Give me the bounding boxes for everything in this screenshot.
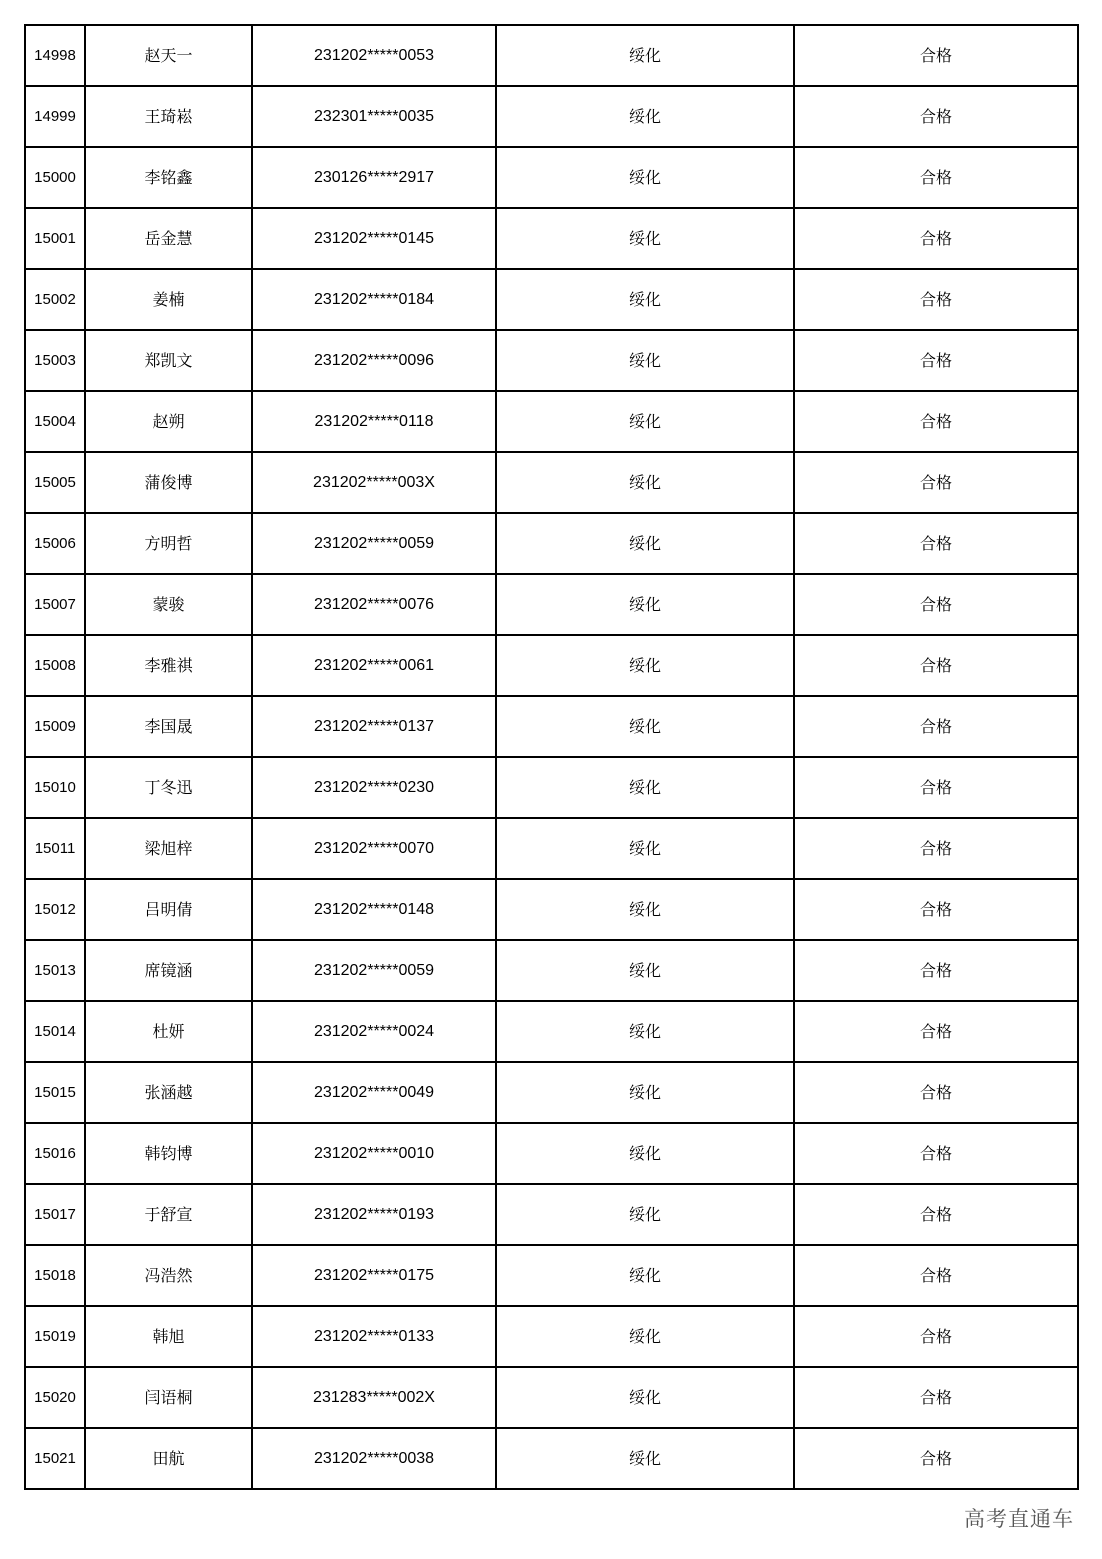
table-row <box>25 147 1078 208</box>
cell-number: 15020 <box>25 1367 85 1428</box>
table-row <box>25 208 1078 269</box>
cell-number: 15005 <box>25 452 85 513</box>
cell-major: 绥化 <box>496 879 794 940</box>
cell-result: 合格 <box>794 574 1078 635</box>
cell-major: 绥化 <box>496 1428 794 1489</box>
cell-name: 姜楠 <box>85 269 252 330</box>
cell-result: 合格 <box>794 452 1078 513</box>
cell-number: 14999 <box>25 86 85 147</box>
cell-name: 蒲俊博 <box>85 452 252 513</box>
table-row <box>25 1428 1078 1489</box>
table-row <box>25 452 1078 513</box>
cell-name: 李铭鑫 <box>85 147 252 208</box>
cell-result: 合格 <box>794 635 1078 696</box>
cell-id-number: 231202*****0145 <box>252 208 496 269</box>
cell-result: 合格 <box>794 330 1078 391</box>
cell-number: 15002 <box>25 269 85 330</box>
cell-name: 杜妍 <box>85 1001 252 1062</box>
cell-number: 15008 <box>25 635 85 696</box>
cell-major: 绥化 <box>496 25 794 86</box>
cell-result: 合格 <box>794 25 1078 86</box>
cell-name: 韩钧博 <box>85 1123 252 1184</box>
cell-name: 岳金慧 <box>85 208 252 269</box>
cell-major: 绥化 <box>496 696 794 757</box>
cell-id-number: 232301*****0035 <box>252 86 496 147</box>
cell-id-number: 231202*****0010 <box>252 1123 496 1184</box>
cell-major: 绥化 <box>496 330 794 391</box>
cell-result: 合格 <box>794 1367 1078 1428</box>
cell-major: 绥化 <box>496 269 794 330</box>
table-row <box>25 1184 1078 1245</box>
cell-id-number: 231202*****0059 <box>252 513 496 574</box>
cell-name: 李雅祺 <box>85 635 252 696</box>
cell-major: 绥化 <box>496 1062 794 1123</box>
cell-major: 绥化 <box>496 574 794 635</box>
cell-id-number: 231202*****0133 <box>252 1306 496 1367</box>
table-row <box>25 1245 1078 1306</box>
cell-id-number: 231202*****0038 <box>252 1428 496 1489</box>
cell-result: 合格 <box>794 1306 1078 1367</box>
cell-major: 绥化 <box>496 1001 794 1062</box>
cell-name: 冯浩然 <box>85 1245 252 1306</box>
cell-result: 合格 <box>794 391 1078 452</box>
cell-result: 合格 <box>794 513 1078 574</box>
table-row <box>25 269 1078 330</box>
cell-major: 绥化 <box>496 208 794 269</box>
cell-name: 梁旭梓 <box>85 818 252 879</box>
cell-id-number: 231202*****0024 <box>252 1001 496 1062</box>
cell-name: 郑凯文 <box>85 330 252 391</box>
table-row <box>25 330 1078 391</box>
results-table <box>24 24 1079 1490</box>
table-row <box>25 1001 1078 1062</box>
table-row <box>25 940 1078 1001</box>
cell-name: 方明哲 <box>85 513 252 574</box>
cell-result: 合格 <box>794 1184 1078 1245</box>
table-body <box>25 25 1078 1489</box>
cell-major: 绥化 <box>496 757 794 818</box>
table-row <box>25 574 1078 635</box>
table-row <box>25 635 1078 696</box>
cell-number: 15009 <box>25 696 85 757</box>
cell-id-number: 231202*****0184 <box>252 269 496 330</box>
cell-number: 15018 <box>25 1245 85 1306</box>
cell-id-number: 231202*****0193 <box>252 1184 496 1245</box>
table-row <box>25 1123 1078 1184</box>
cell-number: 15014 <box>25 1001 85 1062</box>
cell-result: 合格 <box>794 818 1078 879</box>
watermark-logo-text: 高考直通车 <box>964 1507 1074 1531</box>
table-row <box>25 757 1078 818</box>
cell-id-number: 231202*****0175 <box>252 1245 496 1306</box>
cell-number: 15019 <box>25 1306 85 1367</box>
cell-number: 15012 <box>25 879 85 940</box>
cell-result: 合格 <box>794 147 1078 208</box>
cell-id-number: 231202*****0076 <box>252 574 496 635</box>
cell-major: 绥化 <box>496 1245 794 1306</box>
cell-number: 15010 <box>25 757 85 818</box>
cell-number: 15013 <box>25 940 85 1001</box>
table-row <box>25 818 1078 879</box>
cell-major: 绥化 <box>496 391 794 452</box>
table-row <box>25 1367 1078 1428</box>
cell-id-number: 231202*****003X <box>252 452 496 513</box>
cell-result: 合格 <box>794 86 1078 147</box>
cell-result: 合格 <box>794 208 1078 269</box>
cell-result: 合格 <box>794 696 1078 757</box>
cell-name: 赵朔 <box>85 391 252 452</box>
cell-major: 绥化 <box>496 452 794 513</box>
cell-name: 席镜涵 <box>85 940 252 1001</box>
cell-name: 吕明倩 <box>85 879 252 940</box>
cell-result: 合格 <box>794 1001 1078 1062</box>
cell-id-number: 231202*****0061 <box>252 635 496 696</box>
cell-major: 绥化 <box>496 1123 794 1184</box>
cell-name: 闫语桐 <box>85 1367 252 1428</box>
cell-name: 田航 <box>85 1428 252 1489</box>
cell-name: 赵天一 <box>85 25 252 86</box>
cell-major: 绥化 <box>496 147 794 208</box>
cell-name: 李国晟 <box>85 696 252 757</box>
cell-id-number: 231202*****0148 <box>252 879 496 940</box>
cell-result: 合格 <box>794 1245 1078 1306</box>
cell-number: 15004 <box>25 391 85 452</box>
table-row <box>25 25 1078 86</box>
table-row <box>25 1306 1078 1367</box>
cell-name: 张涵越 <box>85 1062 252 1123</box>
cell-number: 15017 <box>25 1184 85 1245</box>
table-row <box>25 696 1078 757</box>
cell-major: 绥化 <box>496 1367 794 1428</box>
cell-name: 韩旭 <box>85 1306 252 1367</box>
cell-result: 合格 <box>794 1428 1078 1489</box>
cell-number: 15021 <box>25 1428 85 1489</box>
cell-id-number: 231283*****002X <box>252 1367 496 1428</box>
cell-major: 绥化 <box>496 1184 794 1245</box>
cell-id-number: 231202*****0059 <box>252 940 496 1001</box>
cell-number: 15011 <box>25 818 85 879</box>
cell-id-number: 231202*****0096 <box>252 330 496 391</box>
cell-id-number: 231202*****0137 <box>252 696 496 757</box>
table-row <box>25 879 1078 940</box>
cell-result: 合格 <box>794 269 1078 330</box>
table-row <box>25 86 1078 147</box>
cell-result: 合格 <box>794 879 1078 940</box>
cell-id-number: 231202*****0070 <box>252 818 496 879</box>
table-row <box>25 391 1078 452</box>
cell-number: 15000 <box>25 147 85 208</box>
cell-result: 合格 <box>794 757 1078 818</box>
cell-number: 15006 <box>25 513 85 574</box>
cell-major: 绥化 <box>496 635 794 696</box>
cell-major: 绥化 <box>496 86 794 147</box>
cell-result: 合格 <box>794 1062 1078 1123</box>
cell-major: 绥化 <box>496 940 794 1001</box>
cell-number: 15003 <box>25 330 85 391</box>
cell-major: 绥化 <box>496 818 794 879</box>
cell-name: 王琦崧 <box>85 86 252 147</box>
cell-number: 15015 <box>25 1062 85 1123</box>
cell-id-number: 231202*****0053 <box>252 25 496 86</box>
cell-name: 于舒宣 <box>85 1184 252 1245</box>
cell-result: 合格 <box>794 1123 1078 1184</box>
cell-result: 合格 <box>794 940 1078 1001</box>
cell-id-number: 231202*****0049 <box>252 1062 496 1123</box>
cell-major: 绥化 <box>496 1306 794 1367</box>
cell-number: 14998 <box>25 25 85 86</box>
cell-major: 绥化 <box>496 513 794 574</box>
results-sheet <box>24 24 1079 1490</box>
cell-id-number: 230126*****2917 <box>252 147 496 208</box>
table-row <box>25 513 1078 574</box>
cell-number: 15007 <box>25 574 85 635</box>
cell-number: 15001 <box>25 208 85 269</box>
cell-id-number: 231202*****0118 <box>252 391 496 452</box>
table-row <box>25 1062 1078 1123</box>
cell-number: 15016 <box>25 1123 85 1184</box>
cell-id-number: 231202*****0230 <box>252 757 496 818</box>
cell-name: 蒙骏 <box>85 574 252 635</box>
cell-name: 丁冬迅 <box>85 757 252 818</box>
